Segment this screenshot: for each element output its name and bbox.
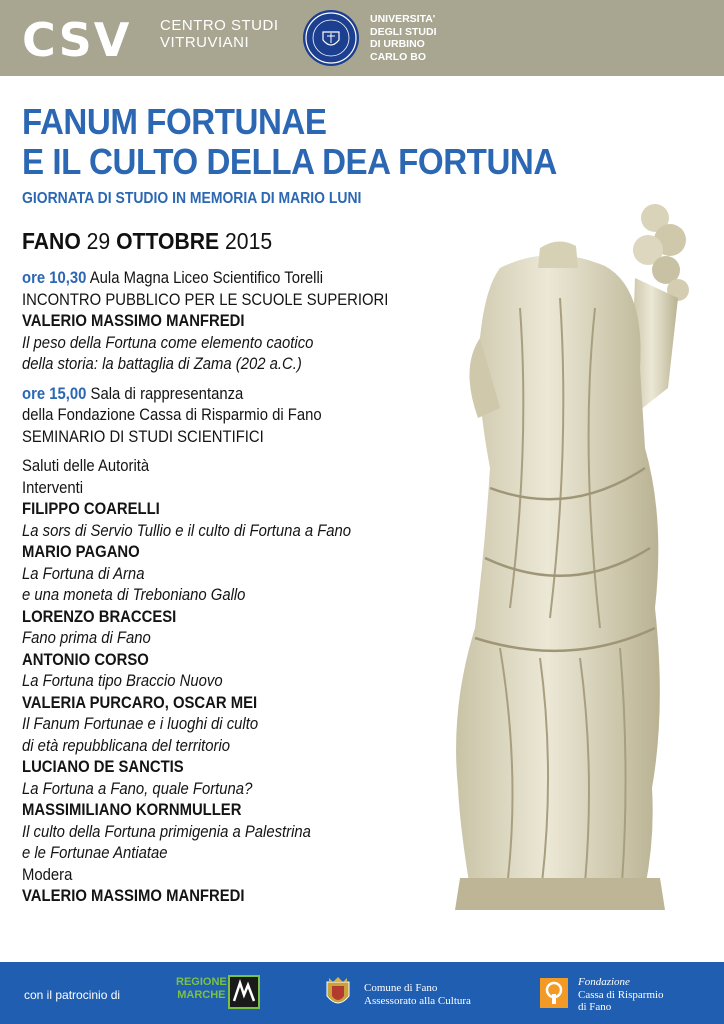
morning-session-header [22,268,418,290]
csv-logo: CSV [22,20,132,60]
footer-band [0,962,724,1024]
fondazione-line3: di Fano [578,1001,612,1013]
regione-marche-logo-icon [228,975,260,1009]
comune-line1: Comune di Fano [364,982,438,994]
fondazione-logo-icon [540,978,568,1008]
talk-speaker: LORENZO BRACCESI [22,607,177,626]
title-line2: E IL CULTO DELLA DEA FORTUNA [22,141,557,182]
csv-name-line2: VITRUVIANI [160,34,250,51]
regione-line2: MARCHE [177,989,226,1001]
date-month: OTTOBRE [116,228,220,254]
regione-line1: REGIONE [176,976,227,988]
fondazione-name [578,976,664,1014]
talk-speaker: LUCIANO DE SANCTIS [22,758,184,776]
morning-talk-line1: Il peso della Fortuna come elemento caotico [22,333,314,352]
talk-title: di età repubblicana del territorio [22,736,231,755]
afternoon-venue-line2: della Fondazione Cassa di Risparmio di Fano [22,406,322,424]
fondazione-line2: Cassa di Risparmio [578,988,664,1001]
university-name [370,13,437,63]
comune-line2: Assessorato alla Cultura [364,995,471,1007]
csv-name-line1: CENTRO STUDI [160,17,279,34]
talk-title: La sors di Servio Tullio e il culto di Fortuna a Fano [22,521,352,540]
poster-title [22,102,557,182]
fortuna-statue-image [430,188,692,910]
talk-title: e una moneta di Treboniano Gallo [22,586,246,604]
moderator-label: Modera [22,865,73,884]
talk-speaker: MASSIMILIANO KORNMULLER [22,801,242,819]
afternoon-event: SEMINARIO DI STUDI SCIENTIFICI [22,427,264,446]
patronage-label: con il patrocinio di [24,988,121,1002]
afternoon-time: ore 15,00 [22,384,87,403]
date-year: 2015 [225,228,273,254]
talk-speaker: ANTONIO CORSO [22,650,149,669]
uni-name-line3: DI URBINO [370,38,425,50]
header-band [0,0,724,76]
talk-title: La Fortuna di Arna [22,564,145,583]
talk-speaker: MARIO PAGANO [22,543,140,561]
uni-name-line4: CARLO BO [370,50,426,63]
talk-title: Fano prima di Fano [22,629,151,647]
interventi-label: Interventi [22,478,84,497]
afternoon-venue-line1: Sala di rappresentanza [90,384,244,403]
fondazione-line1: Fondazione [578,976,630,988]
moderator-name: VALERIO MASSIMO MANFREDI [22,887,245,905]
program [22,268,462,908]
talk-title: La Fortuna tipo Braccio Nuovo [22,672,223,690]
talk-title: e le Fortunae Antiatae [22,844,168,862]
morning-speaker: VALERIO MASSIMO MANFREDI [22,312,245,330]
university-seal-icon [303,10,359,66]
regione-marche-name [176,976,227,1002]
morning-event: INCONTRO PUBBLICO PER LE SCUOLE SUPERIORI [22,290,389,309]
poster-subtitle: GIORNATA DI STUDIO IN MEMORIA DI MARIO LUNI [22,190,362,207]
morning-venue: Aula Magna Liceo Scientifico Torelli [89,269,324,287]
date-day: 29 [86,228,111,254]
talk-title: La Fortuna a Fano, quale Fortuna? [22,779,253,798]
morning-time: ore 10,30 [22,269,87,287]
comune-fano-crest-icon [323,976,353,1010]
morning-talk-line2: della storia: la battaglia di Zama (202 a.C.) [22,355,302,373]
comune-fano-name [364,982,471,1008]
date-place: FANO [22,228,81,254]
centro-studi-name [160,17,279,51]
uni-name-line2: DEGLI STUDI [370,25,437,38]
greetings: Saluti delle Autorità [22,457,150,475]
uni-name-line1: UNIVERSITA' [370,13,436,25]
talk-title: Il culto della Fortuna primigenia a Palestrina [22,822,311,841]
event-date [22,228,272,255]
talk-title: Il Fanum Fortunae e i luoghi di culto [22,715,259,733]
afternoon-session-header [22,384,418,406]
title-line1: FANUM FORTUNAE [22,101,327,142]
talk-speaker: VALERIA PURCARO, OSCAR MEI [22,693,258,712]
talk-speaker: FILIPPO COARELLI [22,500,160,518]
